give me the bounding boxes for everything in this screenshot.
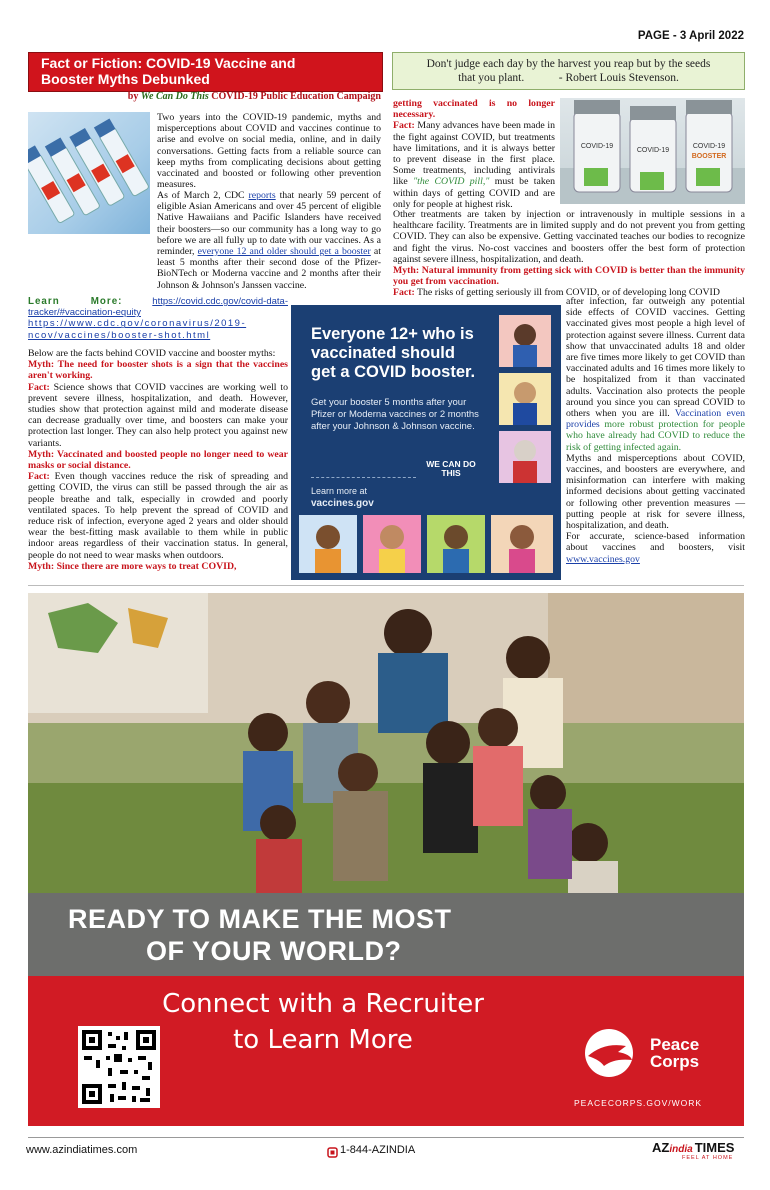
myths-column-1 <box>28 348 288 572</box>
quote-box <box>392 52 745 90</box>
poster-portrait-5 <box>363 515 421 573</box>
svg-text:COVID-19: COVID-19 <box>636 147 670 154</box>
peace-corps-url[interactable]: PEACECORPS.GOV/WORK <box>574 1098 703 1108</box>
footer-brand-az: AZ <box>652 1140 670 1155</box>
fact-label-2: Fact: <box>28 471 50 483</box>
ad-connect-text <box>158 986 488 1058</box>
poster-headline: Everyone 12+ who is vaccinated should get a COVID booster. <box>311 325 476 381</box>
myth-3-start: Myth: Since there are more ways to treat COVID, <box>28 560 237 572</box>
myth-4: Myth: Natural immunity from getting sick with COVID is better than the immunity you get from vaccination. <box>393 265 745 288</box>
footer-phone[interactable]: 1-844-AZINDIA <box>340 1144 416 1156</box>
fact-label-3: Fact: <box>393 120 415 132</box>
byline <box>28 91 381 102</box>
fact-2: Even though vaccines reduce the risk of spreading and getting COVID, the virus can still be passed through the air as people breathe and talk, especially in crowded and poorly ventilated spaces. To help prevent the spread of COVID and reduce risk of infection, everyone aged 2 years and older should wear the best-fitting mask available to them while in public indoor areas regardless of their vaccination status. In general, people do not need to wear masks when outdoors. <box>28 471 288 561</box>
article-title-line1: Fact or Fiction: COVID-19 Vaccine and <box>41 55 296 71</box>
peace-corps-name-line2: Corps <box>650 1052 700 1071</box>
cdc-booster-link[interactable]: https://www.cdc.gov/coronavirus/2019-ncov/vaccines/booster-shot.html <box>28 318 247 341</box>
reports-link[interactable]: reports <box>248 190 276 201</box>
fact-3a: Many advances have been made in the fight against COVID, but treatments have limitations, and it is always better to prevent disease in the first place. Some treatments, including antivirals like <box>393 120 555 188</box>
poster-portrait-7 <box>491 515 553 573</box>
p2-text-c: at least 5 months after their second dose of the Pfizer-BioNTech or Moderna vaccine and 2 months after their Johnson & Johnson's Janssen vaccine. <box>157 246 381 291</box>
quote-line1: Don't judge each day by the harvest you reap but by the seeds <box>426 58 711 70</box>
vaccines-gov-link[interactable]: www.vaccines.gov <box>566 553 640 565</box>
byline-by: by <box>127 91 139 102</box>
poster-portrait-1 <box>499 315 551 367</box>
ad-headline-band <box>28 893 744 976</box>
we-can-do-this-logo: WE CAN DO THIS <box>426 459 476 478</box>
fact-3c: Other treatments are taken by injection or intravenously in multiple sessions in a healthcare facility. Treatments are in limited supply and do not prevent you from getting COVID. They can also be expensive. Getting vaccinated teaches our bodies to recognize and fight the virus. No-cost vaccines and boosters offer the best form of protection against severe illness, hospitalization, and death. <box>393 209 745 265</box>
ad-headline-line1: READY TO MAKE THE MOST <box>68 904 452 934</box>
closing-paragraph: Myths and misperceptions about COVID, vaccines, and boosters are everywhere, and misinformation can interfere with making informed decisions about getting vaccinated or following other prevention measures — putting people at risk for severe illness, hospitalization, and death. <box>566 452 745 532</box>
fact-4a: The risks of getting seriously ill from COVID, or of developing long COVID <box>417 287 720 299</box>
learn-more-block <box>28 296 288 341</box>
footer <box>0 1140 770 1190</box>
myths-column-2-wide <box>393 209 745 299</box>
svg-text:COVID-19: COVID-19 <box>692 143 726 150</box>
peace-corps-dove-icon <box>574 1028 644 1083</box>
myth-3-end: getting vaccinated is no longer necessary. <box>393 98 555 121</box>
footer-brand <box>652 1140 734 1155</box>
myths-column-2 <box>393 98 555 210</box>
footer-brand-india: india <box>669 1144 693 1155</box>
poster-subtext: Get your booster 5 months after your Pfizer or Moderna vaccines or 2 months after your Johnson & Johnson vaccine. <box>311 397 479 432</box>
quote-line2: that you plant. - Robert Louis Stevenson. <box>458 72 679 84</box>
fact-4-blue: Vaccination even provides <box>566 408 745 431</box>
page-label: PAGE - 3 April 2022 <box>637 30 744 42</box>
p2-text-b: that nearly 59 percent of eligible Asian Americans and over 45 percent of eligible Native Hawaiians and Pacific Islanders have received their boosters—so our community has a long way to go before we are all fully up to date with our vaccines. As a reminder, <box>157 190 381 258</box>
peace-corps-name-line1: Peace <box>650 1035 700 1054</box>
poster-portrait-2 <box>499 373 551 425</box>
ad-connect-line1: Connect with a Recruiter <box>162 989 484 1019</box>
fact-1: Science shows that COVID vaccines are working well to prevent severe illness, hospitalization, and death. However, studies show that protection against mild and moderate disease can decrease gradually over time, and boosters can make your protection last longer. They can also help protect you against new variants. <box>28 381 288 449</box>
section-divider <box>28 585 744 586</box>
poster-portrait-6 <box>427 515 485 573</box>
byline-campaign: COVID-19 Public Education Campaign <box>211 91 381 102</box>
peace-corps-ad <box>28 976 744 1126</box>
article-paragraph-2a <box>157 190 381 291</box>
poster-url[interactable]: vaccines.gov <box>311 498 374 509</box>
intro-text: Below are the facts behind COVID vaccine and booster myths: <box>28 348 276 359</box>
booster-poster <box>291 305 561 580</box>
footer-website[interactable]: www.azindiatimes.com <box>26 1144 138 1156</box>
vaccine-vials-image <box>28 112 150 234</box>
myth-2: Myth: Vaccinated and boosted people no longer need to wear masks or social distance. <box>28 448 288 472</box>
ad-headline <box>68 903 452 967</box>
svg-text:COVID-19: COVID-19 <box>580 143 614 150</box>
article-title-line2: Booster Myths Debunked <box>41 71 210 87</box>
article-paragraph-1: Two years into the COVID-19 pandemic, myths and misperceptions about COVID and vaccines continue to arise and evolve on social media, online, and in daily conversations. Getting facts from a reliable source can keep myths from complicating decisions about getting vaccinated and boosted or following other prevention measures. <box>157 112 381 191</box>
booster-vials-image <box>560 98 745 204</box>
poster-portrait-4 <box>299 515 357 573</box>
fact-label-4: Fact: <box>393 287 415 299</box>
fact-3b: must be taken within days of getting COVID and are only for people at highest risk. <box>393 176 556 210</box>
fact-4b: after infection, far outweigh any potential side effects of COVID vaccines. Getting vaccinated gives most people a high level of protection against severe illness. Current data show that unvaccinated adults 18 and older are five times more likely to get COVID than vaccinated adults and 16 times more likely to be hospitalized from it than vaccinated adults. Vaccination also protects the people around you since you can spread COVID to others when you are ill. <box>566 296 745 420</box>
peace-corps-name <box>650 1036 699 1070</box>
footer-tagline: FEEL AT HOME <box>682 1155 734 1161</box>
fact-4-green: more robust protection for people who have already had <box>566 419 745 442</box>
footer-rule <box>28 1137 744 1138</box>
myths-column-3 <box>566 296 745 565</box>
ad-connect-line2: to Learn More <box>233 1025 413 1055</box>
footer-brand-times: TIMES <box>694 1140 735 1155</box>
ad-headline-line2: OF YOUR WORLD? <box>146 936 402 966</box>
article-title-box <box>28 52 383 92</box>
qr-code-icon[interactable] <box>78 1026 160 1108</box>
covid-pill-quote: "the COVID pill," <box>413 176 490 188</box>
fact-label-1: Fact: <box>28 381 50 393</box>
fact-4-blue2: COVID to reduce the risk of getting infected again. <box>566 430 745 453</box>
myth-1: Myth: The need for booster shots is a sign that the vaccines aren't working. <box>28 359 288 382</box>
children-group-photo <box>28 593 744 893</box>
phone-icon <box>327 1145 338 1163</box>
poster-portrait-3 <box>499 431 551 483</box>
learn-more-label: Learn More: <box>28 296 123 307</box>
cdc-tracker-link[interactable]: https://covid.cdc.gov/covid-data-tracker/#vaccination-equity <box>28 296 288 319</box>
svg-text:BOOSTER: BOOSTER <box>691 153 727 160</box>
byline-org: We Can Do This <box>140 91 209 102</box>
closing-paragraph-2: For accurate, science-based information about vaccines and boosters, visit <box>566 531 745 554</box>
p2-text-a: As of March 2, CDC <box>157 190 245 201</box>
booster-eligibility-link[interactable]: everyone 12 and older should get a booster <box>197 246 371 258</box>
poster-learn-label: Learn more at <box>311 486 368 496</box>
